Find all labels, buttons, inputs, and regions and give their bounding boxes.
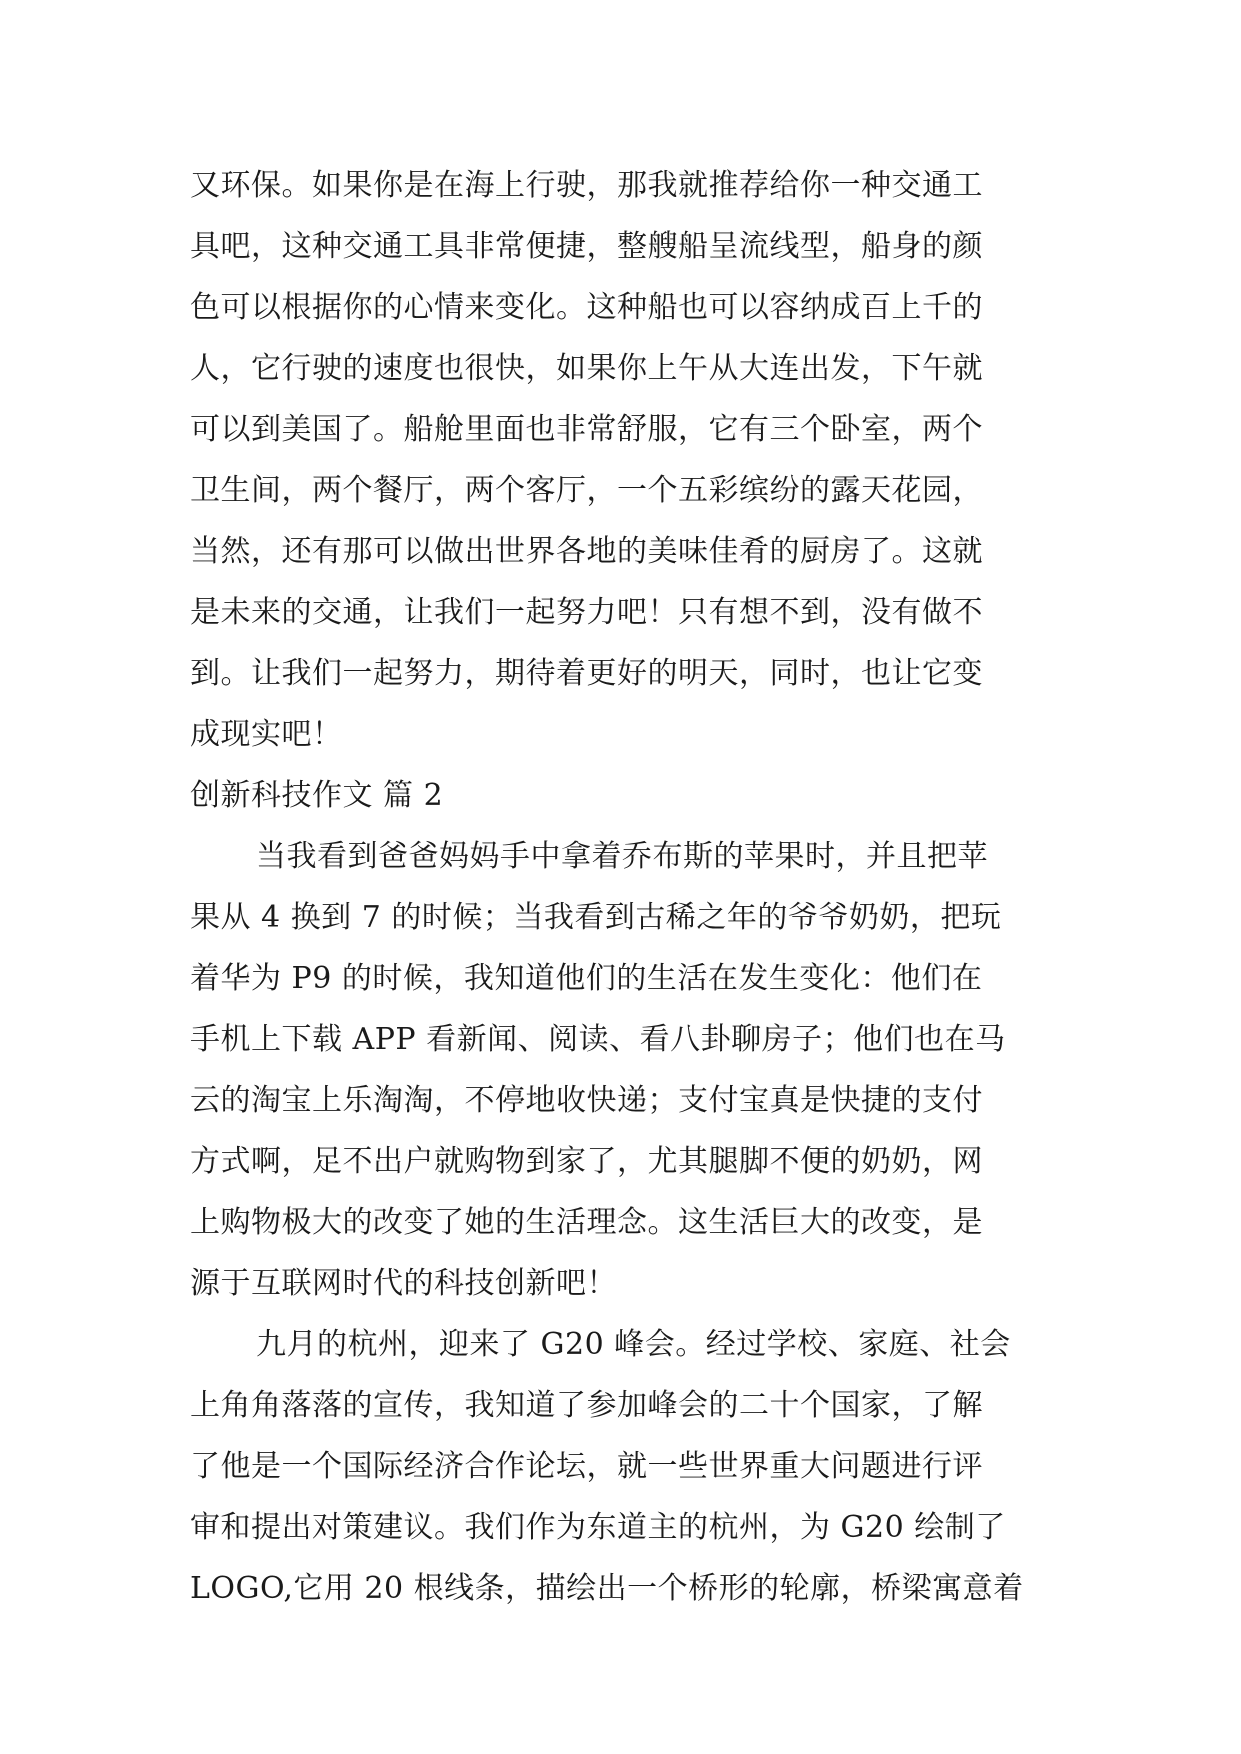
paragraph-first-line: 九月的杭州，迎来了 G20 峰会。经过学校、家庭、社会 xyxy=(256,1327,1011,1362)
text-line: 源于互联网时代的科技创新吧！ xyxy=(190,1266,617,1301)
text-line: 可以到美国了。船舱里面也非常舒服，它有三个卧室，两个 xyxy=(190,412,983,447)
text-line: 上购物极大的改变了她的生活理念。这生活巨大的改变，是 xyxy=(190,1205,983,1240)
text-line: 到。让我们一起努力，期待着更好的明天，同时，也让它变 xyxy=(190,656,983,691)
text-line: LOGO,它用 20 根线条，描绘出一个桥形的轮廓，桥梁寓意着 xyxy=(190,1571,1024,1606)
text-line: 人，它行驶的速度也很快，如果你上午从大连出发，下午就 xyxy=(190,351,983,386)
text-line: 成现实吧！ xyxy=(190,717,343,752)
text-line: 审和提出对策建议。我们作为东道主的杭州，为 G20 绘制了 xyxy=(190,1510,1006,1545)
text-line: 卫生间，两个餐厅，两个客厅，一个五彩缤纷的露天花园， xyxy=(190,473,983,508)
text-line: 色可以根据你的心情来变化。这种船也可以容纳成百上千的 xyxy=(190,290,983,325)
text-line: 是未来的交通，让我们一起努力吧！只有想不到，没有做不 xyxy=(190,595,983,630)
text-line: 手机上下载 APP 看新闻、阅读、看八卦聊房子；他们也在马 xyxy=(190,1022,1006,1057)
text-line: 云的淘宝上乐淘淘，不停地收快递；支付宝真是快捷的支付 xyxy=(190,1083,983,1118)
text-line: 了他是一个国际经济合作论坛，就一些世界重大问题进行评 xyxy=(190,1449,983,1484)
text-line: 上角角落落的宣传，我知道了参加峰会的二十个国家，了解 xyxy=(190,1388,983,1423)
text-line: 果从 4 换到 7 的时候；当我看到古稀之年的爷爷奶奶，把玩 xyxy=(190,900,1002,935)
text-line: 具吧，这种交通工具非常便捷，整艘船呈流线型，船身的颜 xyxy=(190,229,983,264)
paragraph-first-line: 当我看到爸爸妈妈手中拿着乔布斯的苹果时，并且把苹 xyxy=(256,839,988,874)
text-line: 又环保。如果你是在海上行驶，那我就推荐给你一种交通工 xyxy=(190,168,983,203)
section-heading: 创新科技作文 篇 2 xyxy=(190,778,444,813)
text-line: 着华为 P9 的时候，我知道他们的生活在发生变化：他们在 xyxy=(190,961,983,996)
text-line: 当然，还有那可以做出世界各地的美味佳肴的厨房了。这就 xyxy=(190,534,983,569)
text-line: 方式啊，足不出户就购物到家了，尤其腿脚不便的奶奶，网 xyxy=(190,1144,983,1179)
